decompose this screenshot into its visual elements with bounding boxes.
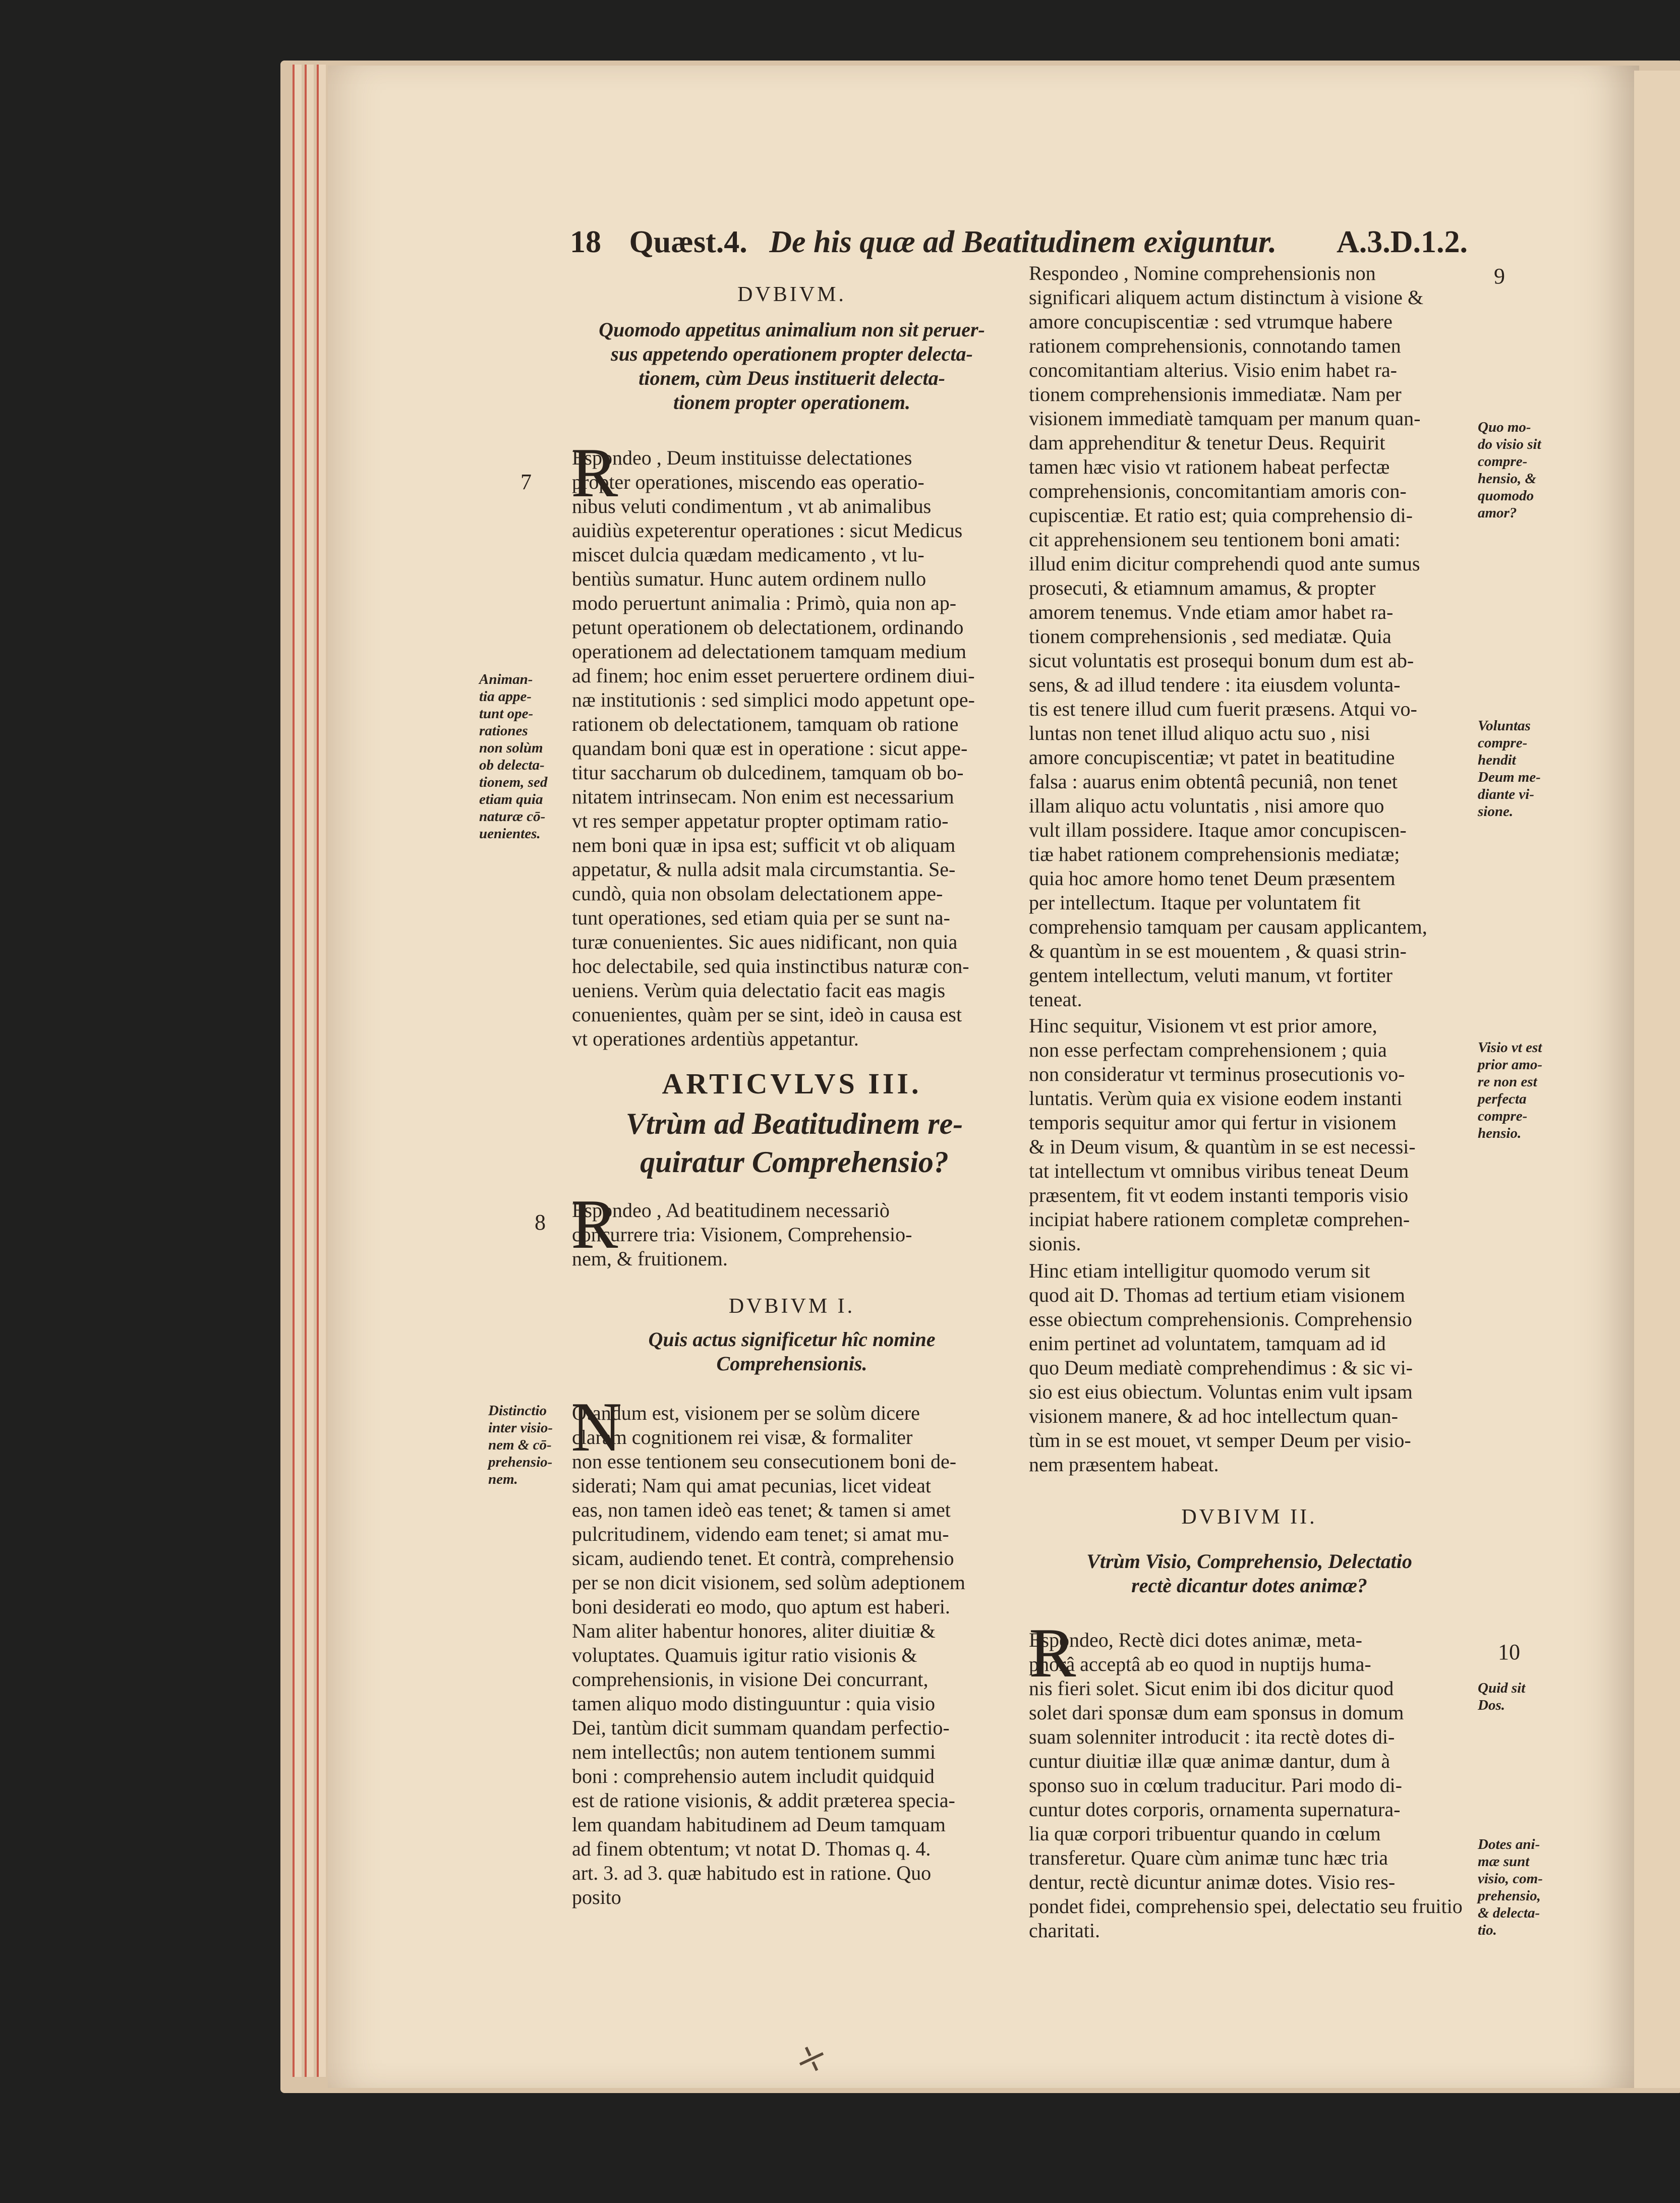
body-paragraph: Respondeo , Nomine comprehensionis non significari aliquem actum distinctum à visione & amore concupiscentiæ : sed vtrumque habere rationem comprehensionis, connotando tamen concomitantiam alterius. Visio enim habet ra- tionem comprehensionis immediatæ. Nam per visionem immediatè tamquam per manum quan- dam apprehenditur & tenetur Deus. Requirit tamen hæc visio vt rationem habeat perfectæ comprehensionis, concomitantiam amoris con- cupiscentiæ. Et ratio est; quia comprehensio di- cit apprehensionem seu tentionem boni amati: illud enim dicitur comprehendi quod ante sumus prosecuti, & etiamnum amamus, & propter amorem tenemus. Vnde etiam amor habet ra- tionem comprehensionis , sed mediatæ. Quia sicut voluntatis est prosequi bonum dum est ab- sens, & ad illud tendere : ita eiusdem volunta- tis est tenere illud cum fuerit præsens. Atqui vo- luntas non tenet illud aliquo actu suo , nisi amore concupiscentiæ; vt patet in beatitudine falsa : auarus enim obtentâ pecuniâ, non tenet illam aliquo actu voluntatis , nisi amore quo vult illam possidere. Itaque amor concupiscen- tiæ habet rationem comprehensionis mediatæ; quia hoc amore homo tenet Deum præsentem per intellectum. Itaque per voluntatem fit comprehensio tamquam per causam applicantem, & quantùm in se est mouentem , & quasi strin- gentem intellectum, veluti manum, vt fortiter teneat. [1029, 262, 1427, 1011]
section-question: Quomodo appetitus animalium non sit peruer- sus appetendo operationem propter delecta- tionem, cùm Deus instituerit delecta- tionem propter operationem. [599, 318, 985, 414]
margin-note: Distinctio inter visio- nem & cō- prehensio- nem. [488, 1403, 553, 1487]
margin-number: 9 [1494, 264, 1505, 288]
body-paragraph: Otandum est, visionem per se solùm dicere claram cognitionem rei visæ, & formaliter non esse tentionem seu consecutionem boni de- siderati; Nam qui amat pecunias, licet videat eas, non tamen ideò eas tenet; & tamen si amet pulcritudinem, videndo eam tenet; si amat mu- sicam, audiendo tenet. Et contrà, comprehensio per se non dicit visionem, sed solùm adeptionem boni desiderati eo modo, quo aptum est haberi. Nam aliter habentur honores, aliter diuitiæ & voluptates. Quamuis igitur ratio visionis & comprehensionis, in visione Dei concurrant, tamen aliquo modo distinguuntur : quia visio Dei, tantùm dicit summam quandam perfectio- nem intellectûs; non autem tentionem summi boni : comprehensio autem includit quidquid est de ratione visionis, & addit præterea specia- lem quandam habitudinem ad Deum tamquam ad finem obtentum; vt notat D. Thomas q. 4. art. 3. ad 3. quæ habitudo est in ratione. Quo posito [572, 1402, 965, 1908]
running-header [570, 224, 1468, 260]
section-heading: DVBIVM I. [728, 1295, 855, 1318]
body-paragraph: Espondeo , Deum instituisse delectationes propter operationes, miscendo eas operatio- nibus veluti condimentum , vt ab animalibus auidiùs expeterentur operationes : sicut Medicus miscet dulcia quædam medicamento , vt lu- bentiùs sumatur. Hunc autem ordinem nullo modo peruertunt animalia : Primò, quia non ap- petunt operationem ob delectationem, ordinando operationem ad delectationem tamquam medium ad finem; hoc enim esset peruertere ordinem diui- næ institutionis : sed simplici modo appetunt ope- rationem ob delectationem, tamquam ob ratione quandam boni quæ est in operatione : sicut appe- titur saccharum ob dulcedinem, tamquam ob bo- nitatem intrinsecam. Non enim est necessarium vt res semper appetatur propter optimam ratio- nem boni quæ in ipsa est; sufficit vt ob aliquam appetatur, & nulla adsit mala circumstantia. Se- cundò, quia non obsolam delectationem appe- tunt operationes, sed etiam quia per se sunt na- turæ conuenientes. Sic aues nidificant, non quia hoc delectabile, sed quia instinctibus naturæ con- ueniens. Verùm quia delectatio facit eas magis conuenientes, quàm per se sint, ideò in causa est vt operationes ardentiùs appetantur. [572, 446, 975, 1050]
section-heading: DVBIVM. [737, 283, 846, 306]
running-title: De his quæ ad Beatitudinem exiguntur. [769, 225, 1277, 259]
margin-note: Quo mo- do visio sit compre- hensio, & quomodo amor? [1478, 419, 1541, 521]
section-question: Quis actus significetur hîc nomine Comprehensionis. [648, 1328, 936, 1375]
margin-note: Voluntas compre- hendit Deum me- diante vi- sione. [1478, 718, 1541, 820]
page-edge [317, 65, 326, 2077]
page-edge [305, 65, 314, 2077]
facing-page [1634, 71, 1680, 2088]
drop-cap: N [571, 1388, 622, 1466]
margin-note: Dotes ani- mæ sunt visio, com- prehensio, & delecta- tio. [1478, 1836, 1543, 1938]
article-heading: ARTICVLVS III. [662, 1067, 922, 1100]
body-paragraph: Hinc sequitur, Visionem vt est prior amore, non esse perfectam comprehensionem ; quia non consideratur vt terminus prosecutionis vo- luntatis. Verùm quia ex visione eodem instanti temporis sequitur amor qui fertur in visionem & in Deum visum, & quantùm in se est necessi- tat intellectum vt omnibus viribus teneat Deum præsentem, fit vt eodem instanti temporis visio incipiat habere rationem completæ comprehen- sionis. [1029, 1014, 1416, 1255]
page-number: 18 [570, 225, 601, 259]
margin-note: Visio vt est prior amo- re non est perfecta compre- hensio. [1478, 1039, 1543, 1141]
body-paragraph: Espondeo, Rectè dici dotes animæ, meta- phorâ acceptâ ab eo quod in nuptijs huma- nis fieri solet. Sicut enim ibi dos dicitur quod solet dari sponsæ dum eam sponsus in domum suam solenniter introducit : ita rectè dotes di- cuntur diuitiæ illæ quæ animæ dantur, dum à sponso suo in cœlum traducitur. Pari modo di- cuntur dotes corporis, ornamenta supernatura- lia quæ corpori tribuentur quando in cœlum transferetur. Quare cùm animæ tunc hæc tria dentur, rectè dicuntur animæ dotes. Visio res- pondet fidei, comprehensio spei, delectatio seu fruitio charitati. [1029, 1629, 1463, 1942]
article-reference: A.3.D.1.2. [1336, 225, 1468, 259]
body-paragraph: Hinc etiam intelligitur quomodo verum sit quod ait D. Thomas ad tertium etiam visionem esse obiectum comprehensionis. Comprehensio enim pertinet ad voluntatem, tamquam ad id quo Deum mediatè comprehendimus : & sic vi- sio est eius obiectum. Voluntas enim vult ipsam visionem manere, & ad hoc intellectum quan- tùm in se est mouet, vt semper Deum per visio- nem præsentem habeat. [1029, 1259, 1413, 1476]
drop-cap: R [571, 434, 618, 512]
drop-cap: R [571, 1185, 618, 1263]
margin-number: 8 [535, 1210, 546, 1235]
drop-cap: R [1029, 1614, 1076, 1692]
page-edge [293, 65, 302, 2077]
margin-number: 7 [520, 470, 532, 494]
article-question: Vtrùm ad Beatitudinem re- quiratur Comprehensio? [625, 1107, 963, 1179]
section-heading: DVBIVM II. [1181, 1505, 1317, 1529]
section-question: Vtrùm Visio, Comprehensio, Delectatio rectè dicantur dotes animæ? [1086, 1550, 1412, 1597]
binding-mark: ⤫ [791, 2036, 832, 2082]
question-label: Quæst.4. [629, 225, 747, 259]
margin-note: Quid sit Dos. [1478, 1680, 1526, 1713]
margin-number: 10 [1498, 1640, 1520, 1664]
body-paragraph: Espondeo , Ad beatitudinem necessariò concurrere tria: Visionem, Comprehensio- nem, & fruitionem. [572, 1199, 912, 1270]
margin-note: Animan- tia appe- tunt ope- rationes non solùm ob delecta- tionem, sed etiam quia naturæ cō- uenientes. [479, 671, 548, 842]
